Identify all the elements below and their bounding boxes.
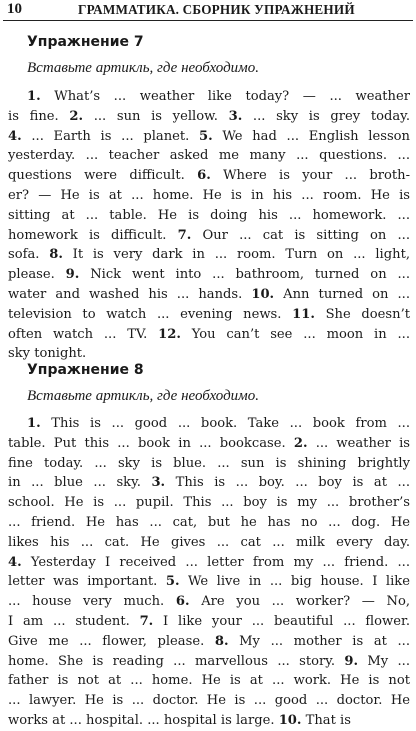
text-line [8, 265, 410, 285]
text-line [8, 186, 410, 206]
exercise-8-instruction: Вставьте артикль, где необходимо. [27, 388, 260, 404]
text-segment: Are you ... worker? — No, [189, 594, 410, 610]
text-line [8, 285, 410, 305]
text-segment: What’s ... weather like today? — ... weather [40, 89, 410, 104]
item-number: 10. [251, 286, 275, 302]
text-line [8, 513, 410, 533]
text-line [8, 473, 410, 493]
exercise-7-title: Упражнение 7 [27, 34, 144, 50]
text-segment: This is ... good ... book. Take ... book from ... [40, 416, 410, 431]
text-segment: in ... blue ... sky. [8, 475, 152, 491]
text-line [8, 434, 410, 454]
text-segment: We live in ... big house. I like [179, 574, 410, 590]
item-number: 10. [278, 712, 302, 728]
text-segment: ... weather is [307, 435, 410, 451]
exercise-7-body [8, 87, 410, 364]
text-segment: often watch ... TV. [8, 326, 159, 342]
running-title: ГРАММАТИКА. СБОРНИК УПРАЖНЕНИЙ [78, 2, 355, 17]
text-line [8, 305, 410, 325]
text-segment: sofa. [8, 247, 50, 263]
text-line [8, 166, 410, 186]
item-number: 1. [27, 89, 41, 104]
text-line [8, 553, 410, 573]
text-segment: likes his ... cat. He gives ... cat ... milk every day. [8, 534, 410, 550]
text-line [8, 691, 410, 711]
item-number: 9. [65, 267, 80, 283]
exercise-7-instruction: Вставьте артикль, где необходимо. [27, 60, 260, 76]
page-header [0, 0, 416, 22]
item-number: 2. [293, 435, 308, 451]
text-line [8, 325, 410, 345]
item-number: 7. [139, 613, 154, 629]
text-segment: ... house very much. [8, 594, 176, 610]
header-rule [3, 20, 413, 21]
text-segment: Where is your ... broth- [210, 168, 410, 184]
text-segment: You can’t see ... moon in ... [180, 326, 410, 342]
text-segment: ... Earth is ... planet. [21, 128, 200, 144]
item-number: 8. [49, 247, 63, 263]
text-line [8, 454, 410, 474]
text-segment: It is very dark in ... room. Turn on ... light, [62, 247, 410, 263]
text-segment: This is ... boy. ... boy is at ... [165, 475, 410, 491]
text-segment: letter was important. [8, 574, 166, 590]
text-segment: school. He is ... pupil. This ... boy is my ... brother’s [8, 495, 410, 511]
text-line [8, 226, 410, 246]
text-line [8, 127, 410, 147]
text-line [8, 572, 410, 592]
exercise-8-body [8, 414, 410, 731]
item-number: 2. [69, 108, 84, 124]
text-segment: We had ... English lesson [212, 128, 410, 144]
text-segment: table. Put this ... book in ... bookcase. [8, 435, 294, 451]
text-segment: yesterday. ... teacher asked me many ... questions. ... [8, 148, 410, 164]
text-line [8, 671, 410, 691]
page-number: 10 [7, 1, 22, 17]
text-segment: Yesterday I received ... letter from my ... friend. ... [21, 554, 410, 570]
text-line [8, 652, 410, 672]
text-segment: My ... [358, 653, 410, 669]
text-segment: is fine. [8, 108, 70, 124]
text-segment: Ann turned on ... [274, 286, 410, 302]
text-line [8, 206, 410, 226]
text-segment: water and washed his ... hands. [8, 286, 252, 302]
text-segment: homework is difficult. [8, 227, 178, 243]
text-segment: television to watch ... evening news. [8, 306, 293, 322]
text-segment: Give me ... flower, please. [8, 633, 215, 649]
text-segment: She doesn’t [314, 306, 410, 322]
text-line [8, 245, 410, 265]
text-segment: sky tonight. [8, 346, 87, 362]
item-number: 4. [8, 128, 22, 144]
item-number: 6. [175, 594, 190, 610]
text-line [8, 493, 410, 513]
text-segment: ... friend. He has ... cat, but he has no ... dog. He [8, 514, 410, 530]
text-segment: That is [301, 712, 351, 728]
text-line [8, 414, 410, 434]
item-number: 12. [158, 326, 181, 342]
text-segment: questions were difficult. [8, 168, 198, 184]
text-segment: I am ... student. [8, 613, 140, 629]
item-number: 5. [165, 574, 180, 590]
text-line [8, 612, 410, 632]
item-number: 8. [214, 633, 229, 649]
text-segment: er? — He is at ... home. He is in his ... room. He is [8, 187, 410, 203]
exercise-8-title: Упражнение 8 [27, 362, 144, 378]
text-segment: Nick went into ... bathroom, turned on ... [79, 267, 410, 283]
item-number: 7. [177, 227, 192, 243]
text-line [8, 632, 410, 652]
text-segment: please. [8, 267, 66, 283]
item-number: 5. [199, 128, 213, 144]
text-segment: fine today. ... sky is blue. ... sun is shining brightly [8, 455, 410, 471]
item-number: 3. [228, 108, 243, 124]
item-number: 9. [344, 653, 359, 669]
text-line [8, 146, 410, 166]
text-line [8, 87, 410, 107]
text-line [8, 592, 410, 612]
text-segment: ... lawyer. He is ... doctor. He is ... good ... doctor. He [8, 693, 410, 709]
item-number: 11. [292, 306, 315, 322]
text-segment: father is not at ... home. He is at ... work. He is not [8, 673, 410, 689]
text-line [8, 711, 410, 731]
text-line [8, 533, 410, 553]
item-number: 1. [27, 416, 41, 431]
text-segment: sitting at ... table. He is doing his ... homework. ... [8, 207, 410, 223]
item-number: 3. [151, 475, 166, 491]
text-segment: I like your ... beautiful ... flower. [153, 613, 410, 629]
item-number: 6. [197, 168, 211, 184]
text-segment: Our ... cat is sitting on ... [191, 227, 410, 243]
text-segment: ... sun is yellow. [83, 108, 229, 124]
text-segment: ... sky is grey today. [242, 108, 410, 124]
text-segment: My ... mother is at ... [228, 633, 410, 649]
item-number: 4. [8, 554, 22, 570]
text-segment: home. She is reading ... marvellous ... story. [8, 653, 345, 669]
text-segment: works at ... hospital. ... hospital is large. [8, 712, 279, 728]
text-line [8, 107, 410, 127]
